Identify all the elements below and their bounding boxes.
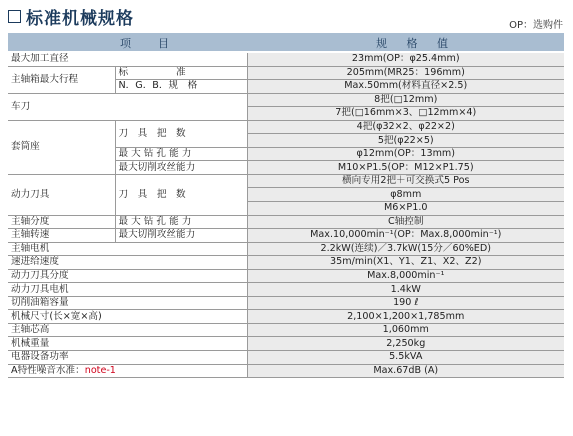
row-value: Max.67dB (A): [247, 364, 564, 378]
row-value: 8把(□12mm): [247, 93, 564, 107]
row-label: 电器设备功率: [8, 351, 247, 365]
table-row: [8, 174, 564, 188]
row-label: 主轴分度: [8, 215, 115, 229]
row-value: 2.2kW(连续)／3.7kW(15分／60%ED): [247, 242, 564, 256]
spec-table: [8, 53, 564, 378]
table-row: [8, 66, 564, 80]
row-label: 主轴电机: [8, 242, 247, 256]
square-bullet-icon: [8, 10, 21, 23]
row-value: 190 ℓ: [247, 296, 564, 310]
table-row: [8, 364, 564, 378]
option-note: OP：选购件: [509, 20, 563, 31]
table-row: [8, 93, 564, 107]
row-sublabel: 最 大 钻 孔 能 力: [115, 215, 247, 229]
table-header: [8, 33, 564, 51]
table-row: [8, 337, 564, 351]
row-label: 最大加工直径: [8, 53, 247, 66]
row-value: 5.5kVA: [247, 351, 564, 365]
table-row: [8, 120, 564, 134]
row-value: 1.4kW: [247, 283, 564, 297]
row-label: 动力刀具: [8, 174, 115, 215]
row-value: φ8mm: [247, 188, 564, 202]
header-value: 规 格 值: [376, 37, 456, 50]
row-value: Max.8,000min⁻¹: [247, 269, 564, 283]
table-row: [8, 351, 564, 365]
row-value: Max.10,000min⁻¹(OP：Max.8,000min⁻¹): [247, 229, 564, 243]
row-value: 5把(φ22×5): [247, 134, 564, 148]
row-value: 23mm(OP：φ25.4mm): [247, 53, 564, 66]
table-row: [8, 229, 564, 243]
row-value: 4把(φ32×2、φ22×2): [247, 120, 564, 134]
row-label: 速进给速度: [8, 256, 247, 270]
row-value: 2,250kg: [247, 337, 564, 351]
row-label: 车刀: [8, 93, 247, 120]
row-value: M10×P1.5(OP：M12×P1.75): [247, 161, 564, 175]
row-value: 1,060mm: [247, 323, 564, 337]
row-label: 主轴转速: [8, 229, 115, 243]
row-sublabel: 标 准: [115, 66, 247, 80]
row-sublabel: 刀 具 把 数: [115, 120, 247, 147]
row-value: C轴控制: [247, 215, 564, 229]
row-value: Max.50mm(材料直径×2.5): [247, 80, 564, 94]
row-label: A特性噪音水准：note-1: [8, 364, 247, 378]
row-sublabel: 最大切削攻丝能力: [115, 161, 247, 175]
row-sublabel: 最大切削攻丝能力: [115, 229, 247, 243]
row-value: M6×P1.0: [247, 202, 564, 216]
row-value: 35m/min(X1、Y1、Z1、X2、Z2): [247, 256, 564, 270]
row-sublabel: 刀 具 把 数: [115, 174, 247, 215]
row-sublabel: N．G．B．规 格: [115, 80, 247, 94]
row-label: 机械尺寸(长×宽×高): [8, 310, 247, 324]
page-title: 标准机械规格: [8, 4, 134, 29]
table-row: [8, 296, 564, 310]
table-row: [8, 269, 564, 283]
row-label: 动力刀具分度: [8, 269, 247, 283]
table-row: [8, 242, 564, 256]
row-value: 205mm(MR25：196mm): [247, 66, 564, 80]
table-row: [8, 310, 564, 324]
row-value: φ12mm(OP：13mm): [247, 147, 564, 161]
table-row: [8, 215, 564, 229]
row-value: 2,100×1,200×1,785mm: [247, 310, 564, 324]
table-row: [8, 323, 564, 337]
row-value: 横向专用2把＋可交换式5 Pos: [247, 174, 564, 188]
table-row: [8, 256, 564, 270]
row-label: 主轴箱最大行程: [8, 66, 115, 93]
table-row: [8, 53, 564, 66]
row-label: 动力刀具电机: [8, 283, 247, 297]
note-reference: note-1: [84, 364, 116, 376]
header-item: 项 目: [120, 37, 177, 50]
table-row: [8, 283, 564, 297]
row-label: 套筒座: [8, 120, 115, 174]
row-value: 7把(□16mm×3、□12mm×4): [247, 107, 564, 121]
row-label: 机械重量: [8, 337, 247, 351]
row-label: 切削油箱容量: [8, 296, 247, 310]
row-sublabel: 最 大 钻 孔 能 力: [115, 147, 247, 161]
row-label: 主轴芯高: [8, 323, 247, 337]
